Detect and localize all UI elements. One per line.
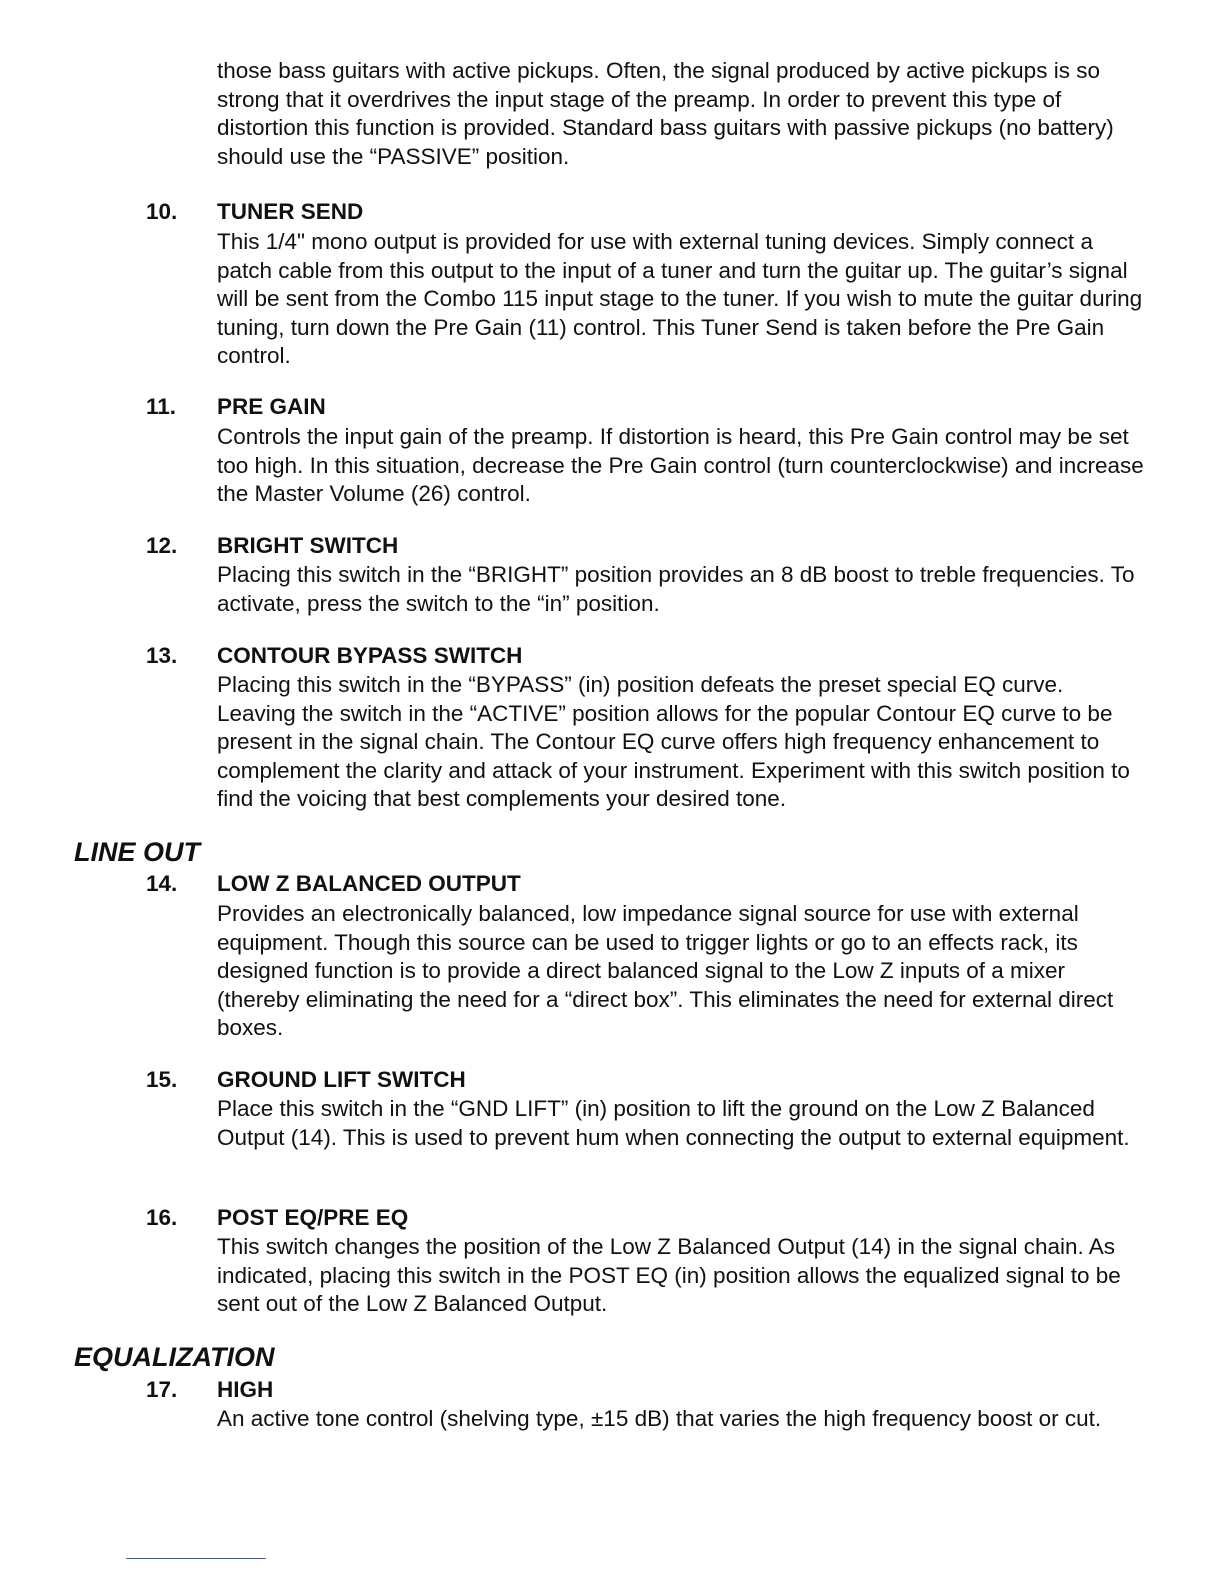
item-body: An active tone control (shelving type, ±15 dB) that varies the high frequency boost or cut.	[217, 1406, 1102, 1431]
item-title: PRE GAIN	[217, 394, 326, 419]
item-body: Controls the input gain of the preamp. If distortion is heard, this Pre Gain control may be set too high. In this situation, decrease the Pre Gain control (turn counterclockwise) and increase the Master Volume (26) control.	[217, 424, 1144, 507]
item-title: POST EQ/PRE EQ	[217, 1205, 409, 1230]
item-body: This switch changes the position of the Low Z Balanced Output (14) in the signal chain. As indicated, placing this switch in the POST EQ (in) position allows the equalized signal to be sent out of the Low Z Balanced Output.	[217, 1234, 1121, 1317]
item-body: Placing this switch in the “BRIGHT” position provides an 8 dB boost to treble frequencies. To activate, press the switch to the “in” position.	[217, 562, 1135, 616]
item-number: 16.	[146, 1205, 178, 1230]
item-body: Placing this switch in the “BYPASS” (in) position defeats the preset special EQ curve. Leaving the switch in the “ACTIVE” position allows for the popular Contour EQ curve to be present in the signal chain. The Contour EQ curve offers high frequency enhancement to complement the clarity and attack of your instrument. Experiment with this switch position to find the voicing that best complements your desired tone.	[217, 672, 1130, 812]
item-number: 17.	[146, 1377, 178, 1402]
item-title: CONTOUR BYPASS SWITCH	[217, 643, 523, 668]
footnote-rule	[126, 1558, 266, 1559]
item-title: BRIGHT SWITCH	[217, 533, 399, 558]
item-title: HIGH	[217, 1377, 274, 1402]
item-number: 14.	[146, 871, 178, 896]
item-title: GROUND LIFT SWITCH	[217, 1067, 466, 1092]
item-title: LOW Z BALANCED OUTPUT	[217, 871, 521, 896]
item-number: 12.	[146, 533, 178, 558]
section-heading-line-out: LINE OUT	[74, 837, 200, 867]
item-body: This 1/4" mono output is provided for use with external tuning devices. Simply connect a patch cable from this output to the input of a tuner and turn the guitar up. The guitar’s signal will be sent from the Combo 115 input stage to the tuner. If you wish to mute the guitar during tuning, turn down the Pre Gain (11) control. This Tuner Send is taken before the Pre Gain control.	[217, 229, 1143, 369]
item-number: 10.	[146, 199, 178, 224]
intro-paragraph: those bass guitars with active pickups. Often, the signal produced by active pickups is so strong that it overdrives the input stage of the preamp. In order to prevent this type of distortion this function is provided. Standard bass guitars with passive pickups (no battery) should use the “PASSIVE” position.	[217, 58, 1114, 169]
item-body: Place this switch in the “GND LIFT” (in) position to lift the ground on the Low Z Balanced Output (14). This is used to prevent hum when connecting the output to external equipment.	[217, 1096, 1130, 1150]
item-title: TUNER SEND	[217, 199, 364, 224]
item-body: Provides an electronically balanced, low impedance signal source for use with external equipment. Though this source can be used to trigger lights or go to an effects rack, its designed function is to provide a direct balanced signal to the Low Z inputs of a mixer (thereby eliminating the need for a “direct box”. This eliminates the need for external direct boxes.	[217, 901, 1114, 1041]
item-number: 15.	[146, 1067, 178, 1092]
section-heading-equalization: EQUALIZATION	[74, 1342, 275, 1372]
item-number: 11.	[146, 394, 177, 419]
item-number: 13.	[146, 643, 178, 668]
